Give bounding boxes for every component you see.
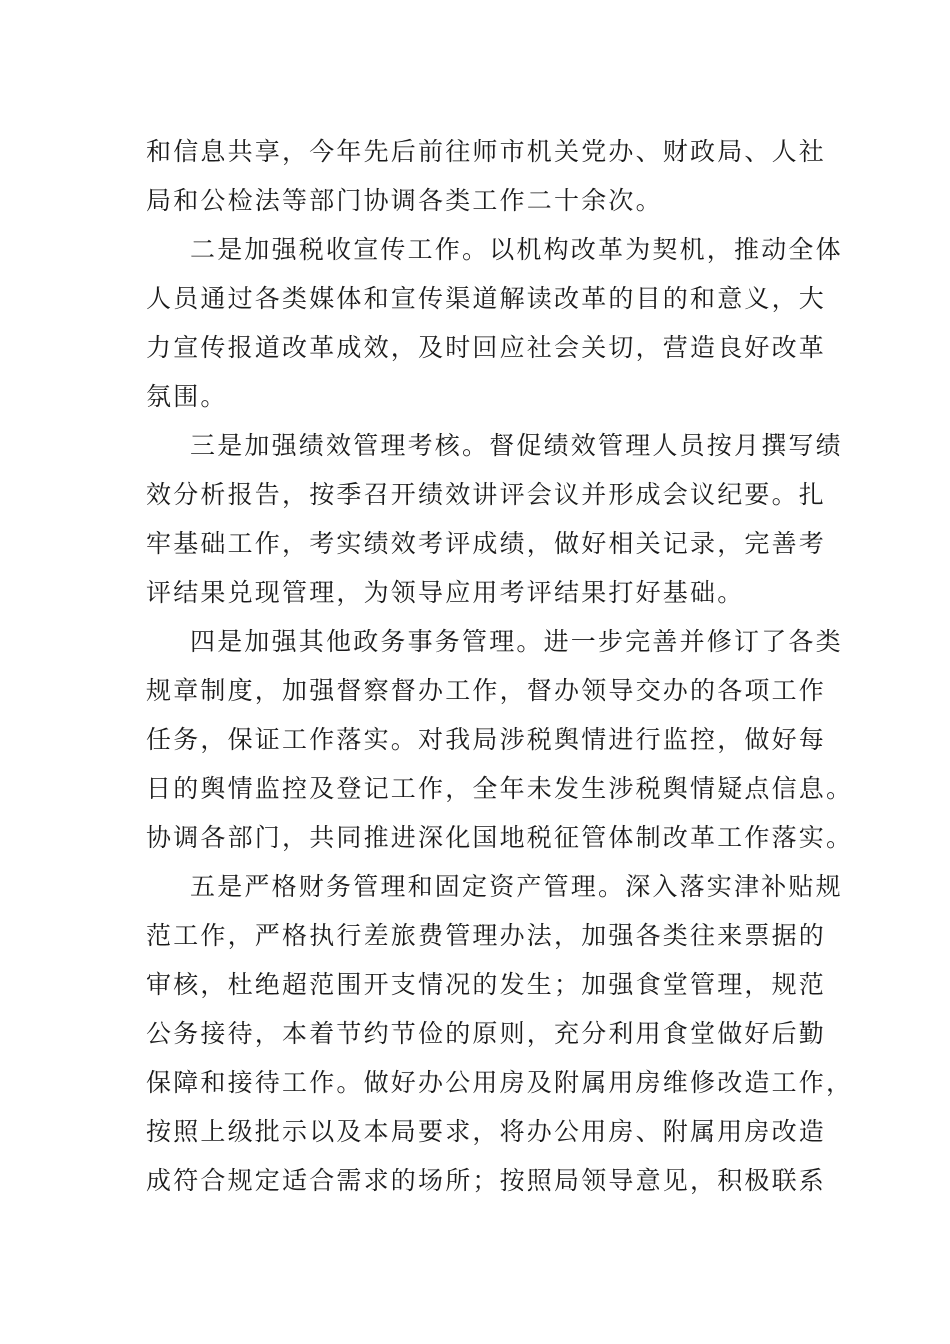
- text-line: 评结果兑现管理，为领导应用考评结果打好基础。: [146, 578, 745, 607]
- text-line: 规章制度，加强督察督办工作，督办领导交办的各项工作: [146, 676, 827, 705]
- text-line: 局和公检法等部门协调各类工作二十余次。: [146, 186, 663, 215]
- text-line: 任务，保证工作落实。对我局涉税舆情进行监控，做好每: [146, 725, 827, 754]
- text-line: 公务接待，本着节约节俭的原则，充分利用食堂做好后勤: [146, 1019, 827, 1048]
- paragraph-first-line: 二是加强税收宣传工作。以机构改革为契机，推动全体: [190, 235, 843, 264]
- paragraph-first-line: 四是加强其他政务事务管理。进一步完善并修订了各类: [190, 627, 843, 656]
- paragraph-first-line: 三是加强绩效管理考核。督促绩效管理人员按月撰写绩: [190, 431, 843, 460]
- text-line: 日的舆情监控及登记工作，全年未发生涉税舆情疑点信息。: [146, 774, 854, 803]
- body-text: [146, 127, 854, 1205]
- text-line: 牢基础工作，考实绩效考评成绩，做好相关记录，完善考: [146, 529, 827, 558]
- text-line: 保障和接待工作。做好办公用房及附属用房维修改造工作，: [146, 1068, 854, 1097]
- paragraph-first-line: 五是严格财务管理和固定资产管理。深入落实津补贴规: [190, 872, 843, 901]
- text-line: 范工作，严格执行差旅费管理办法，加强各类往来票据的: [146, 921, 827, 950]
- text-line: 按照上级批示以及本局要求，将办公用房、附属用房改造: [146, 1117, 827, 1146]
- text-line: 人员通过各类媒体和宣传渠道解读改革的目的和意义，大: [146, 284, 827, 313]
- text-line: 审核，杜绝超范围开支情况的发生；加强食堂管理，规范: [146, 970, 827, 999]
- text-line: 和信息共享，今年先后前往师市机关党办、财政局、人社: [146, 137, 827, 166]
- text-line: 效分析报告，按季召开绩效讲评会议并形成会议纪要。扎: [146, 480, 827, 509]
- text-line: 氛围。: [146, 382, 228, 411]
- text-line: 协调各部门，共同推进深化国地税征管体制改革工作落实。: [146, 823, 854, 852]
- text-line: 成符合规定适合需求的场所；按照局领导意见，积极联系: [146, 1166, 827, 1195]
- text-line: 力宣传报道改革成效，及时回应社会关切，营造良好改革: [146, 333, 827, 362]
